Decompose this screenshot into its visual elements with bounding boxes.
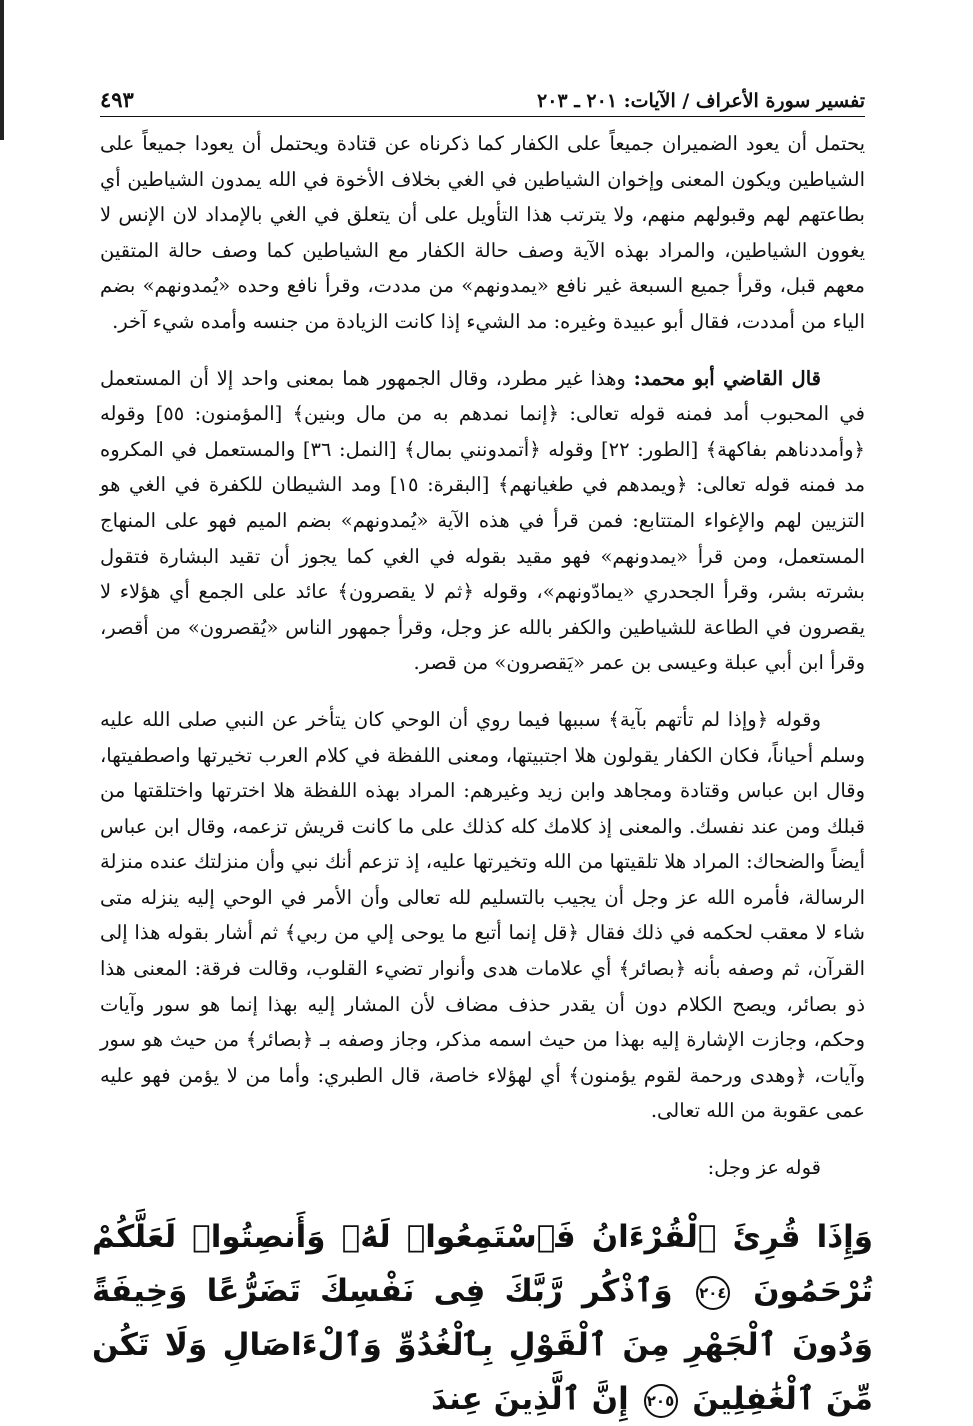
scan-edge — [0, 0, 4, 140]
quran-verse-205: وَٱذْكُر رَّبَّكَ فِى نَفْسِكَ تَضَرُّعًا وَخِيفَةً وَدُونَ ٱلْجَهْرِ مِنَ ٱلْقَوْلِ بِٱلْغُدُوِّ وَٱلْءَاصَالِ وَلَا تَكُن مِّنَ ٱلْغَٰفِلِينَ — [92, 1273, 873, 1417]
quran-verse-206-start: إِنَّ ٱلَّذِينَ عِندَ — [431, 1381, 629, 1417]
quran-verse-204: وَإِذَا قُرِئَ ٱلْقُرْءَانُ فَٱسْتَمِعُوا۟ لَهُۥ وَأَنصِتُوا۟ لَعَلَّكُمْ تُرْحَمُونَ — [92, 1219, 874, 1309]
paragraph-2-text: وهذا غير مطرد، وقال الجمهور هما بمعنى واحد إلا أن المستعمل في المحبوب أمد فمنه قوله تعالى: ﴿إنما نمدهم به من مال وبنين﴾ [المؤمنون: ٥٥] وقوله ﴿وأمددناهم بفاكهة﴾ [الطور: ٢٢] وقوله ﴿أتمدونني بمال﴾ [النمل: ٣٦] والمستعمل في المكروه مد فمنه قوله تعالى: ﴿ويمدهم في طغيانهم﴾ [البقرة: ١٥] ومد الشيطان للكفرة في الغي هو التزيين لهم والإغواء المتتابع: فمن قرأ في هذه الآية «يُمدونهم» بضم الميم فهو على المنهاج المستعمل، ومن قرأ «يمدونهم» فهو مقيد بقوله في الغي كما يجوز أن تقيد البشارة فتقول بشرته بشر، وقرأ الجحدري «يمادّونهم»، وقوله ﴿ثم لا يقصرون﴾ عائد على الجمع أي هؤلاء لا يقصرون في الطاعة للشياطين والكفر بالله عز وجل، وقرأ جمهور الناس «يُقصرون» من أقصر، وقرأ ابن أبي عبلة وعيسى بن عمر «يَقصرون» من قصر. — [100, 366, 866, 675]
commentary-body — [100, 126, 865, 1207]
quran-verses — [92, 1210, 873, 1426]
paragraph-2 — [100, 361, 865, 681]
ayah-number-205: ٢٠٥ — [644, 1384, 678, 1418]
page-header — [100, 82, 865, 117]
ayah-number-204: ٢٠٤ — [696, 1276, 730, 1310]
paragraph-4-text: قوله عز وجل: — [707, 1156, 821, 1180]
paragraph-1 — [100, 126, 865, 340]
page-number: ٤٩٣ — [100, 87, 134, 112]
paragraph-3 — [100, 702, 865, 1129]
paragraph-4 — [100, 1150, 865, 1186]
paragraph-1-text: يحتمل أن يعود الضميران جميعاً على الكفار كما ذكرناه عن قتادة ويحتمل أن يعودا جميعاً على الشياطين ويكون المعنى وإخوان الشياطين في الغي بخلاف الأخوة في الله يمدون الشياطين أي بطاعتهم لهم وقبولهم منهم، ولا يترتب هذا التأويل على أن يتعلق في الغي بالإمداد لان الإنس لا يغوون الشياطين، والمراد بهذه الآية وصف حالة الكفار مع الشياطين كما وصف حالة المتقين معهم قبل، وقرأ جميع السبعة غير نافع «يمدونهم» من مددت، وقرأ نافع وحده «يُمدونهم» بضم الياء من أمددت، فقال أبو عبيدة وغيره: مد الشيء إذا كانت الزيادة من جنسه وأمده شيء آخر. — [100, 132, 865, 333]
paragraph-2-lead: قال القاضي أبو محمد: — [633, 366, 821, 390]
running-title: تفسير سورة الأعراف / الآيات: ٢٠١ ـ ٢٠٣ — [537, 90, 865, 112]
paragraph-3-text: وقوله ﴿وإذا لم تأتهم بآية﴾ سببها فيما روي أن الوحي كان يتأخر عن النبي صلى الله عليه وسلم أحياناً، فكان الكفار يقولون هلا اجتبيتها، ومعنى اللفظة في كلام العرب تخيرتها واصطفيتها، وقال ابن عباس وقتادة ومجاهد وابن زيد وغيرهم: المراد بهذه اللفظة هلا اخترتها واختلقتها من قبلك ومن عند نفسك. والمعنى إذ كلامك كله كذلك على ما كانت قريش تزعمه، وقال ابن عباس أيضاً والضحاك: المراد هلا تلقيتها من الله وتخيرتها عليه، إذ تزعم أنك نبي وأن منزلتك عنده منزلة الرسالة، فأمره الله عز وجل أن يجيب بالتسليم لله تعالى وأن الأمر في الوحي إليه ينزله متى شاء لا معقب لحكمه في ذلك فقال ﴿قل إنما أتبع ما يوحى إلي من ربي﴾ ثم أشار بقوله هذا إلى القرآن، ثم وصفه بأنه ﴿بصائر﴾ أي علامات هدى وأنوار تضيء القلوب، وقالت فرقة: المعنى هذا ذو بصائر، ويصح الكلام دون أن يقدر حذف مضاف لأن المشار إليه بهذا إنما هو سور وآيات وحكم، وجازت الإشارة إليه بهذا من حيث اسمه مذكر، وجاز وصفه بـ ﴿بصائر﴾ من حيث هو سور وآيات، ﴿وهدى ورحمة لقوم يؤمنون﴾ أي لهؤلاء خاصة، قال الطبري: وأما من لا يؤمن فهو عليه عمى عقوبة من الله تعالى. — [100, 707, 865, 1123]
